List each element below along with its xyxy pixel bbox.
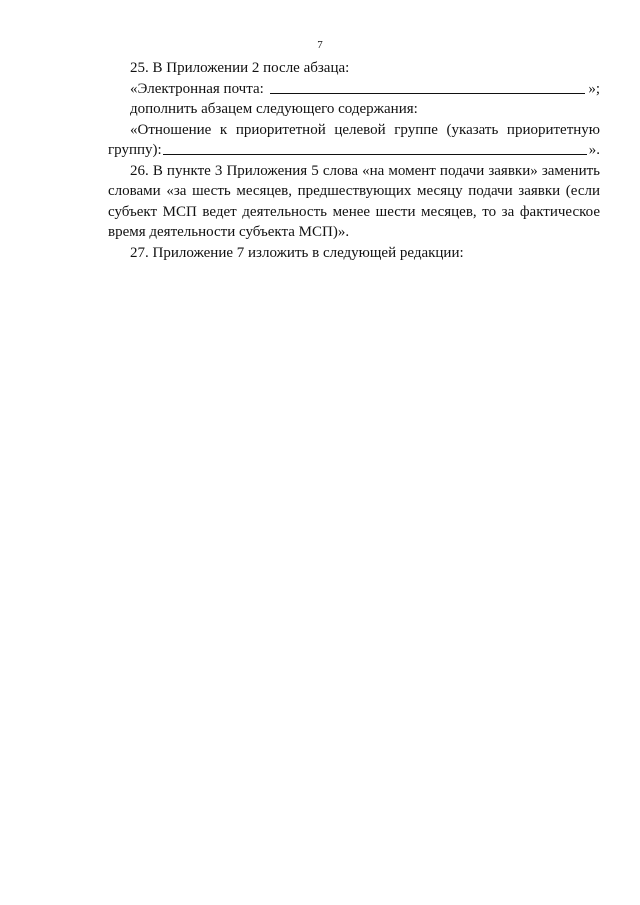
- priority-group-label: группу):: [108, 142, 162, 158]
- page-number: 7: [317, 39, 323, 51]
- priority-group-line-1: «Отношение к приоритетной целевой группе (указать приоритетную: [130, 121, 600, 138]
- email-end: »;: [588, 80, 600, 97]
- paragraph-26: 26. В пункте 3 Приложения 5 слова «на момент подачи заявки» заменить словами «за шесть месяцев, предшествующих месяцу подачи заявки (если субъект МСП ведет деятельность менее шести месяцев, то за фактическое время деятельности субъекта МСП)».: [108, 162, 600, 240]
- supplement-intro: дополнить абзацем следующего содержания:: [130, 101, 418, 117]
- document-body: [108, 58, 600, 263]
- priority-group-line-2: [108, 140, 600, 161]
- email-blank-line: [270, 79, 586, 94]
- paragraph-27: 27. Приложение 7 изложить в следующей редакции:: [130, 244, 464, 261]
- priority-group-blank-line: [163, 140, 587, 155]
- email-line: [108, 79, 600, 100]
- priority-group-end: ».: [588, 142, 600, 158]
- paragraph-25-heading: 25. В Приложении 2 после абзаца:: [130, 60, 350, 76]
- email-label: «Электронная почта:: [130, 80, 264, 97]
